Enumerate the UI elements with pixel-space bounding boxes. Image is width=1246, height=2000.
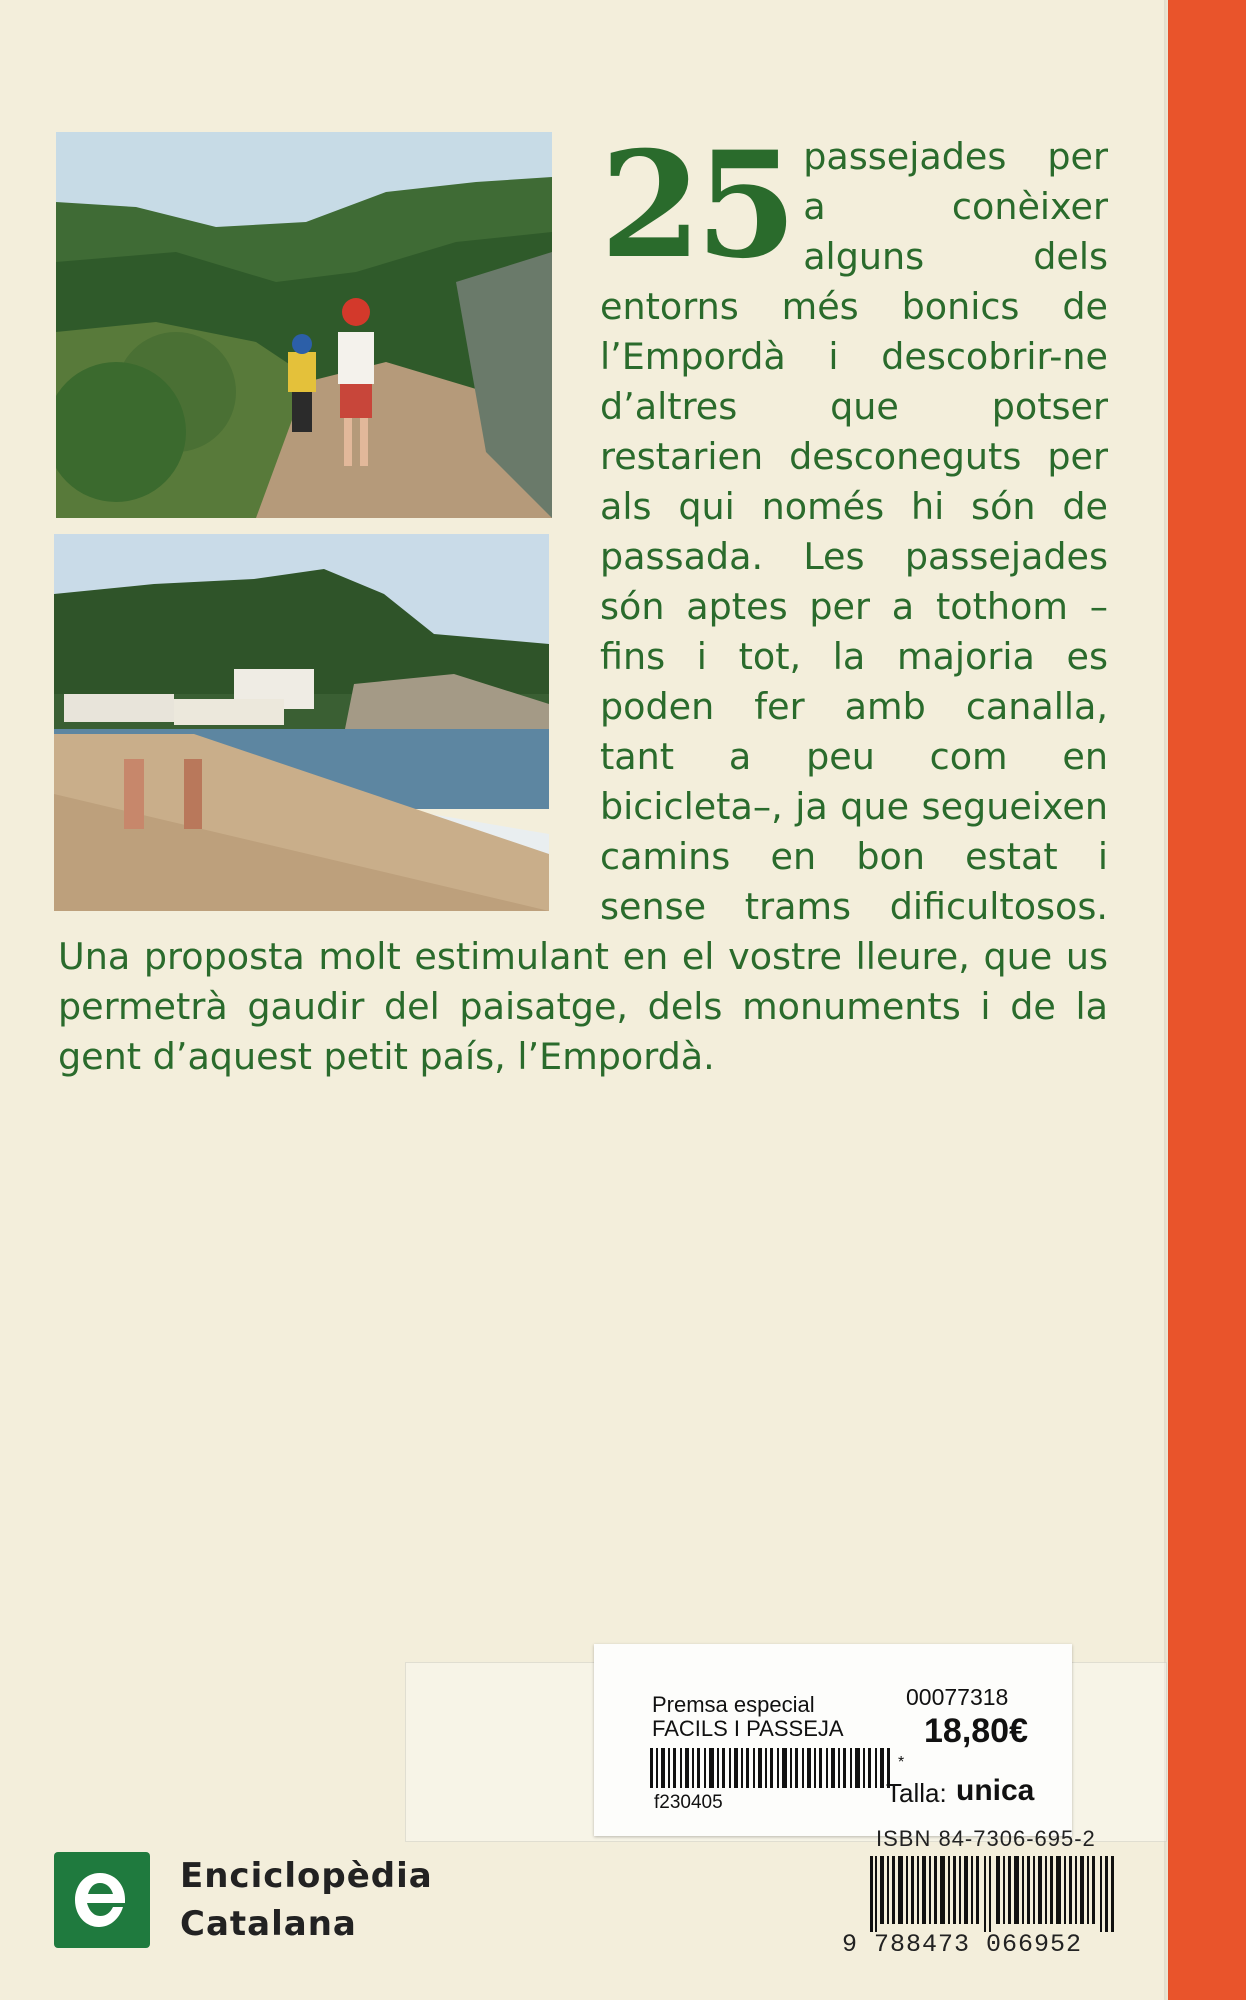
ean-barcode-icon (870, 1856, 1114, 1932)
sticker-code: 00077318 (906, 1684, 1009, 1710)
drop-number: 25 (600, 120, 792, 291)
e-logo-icon (54, 1852, 150, 1948)
photo-spacer (58, 132, 600, 932)
cover-spine (1168, 0, 1246, 2000)
sticker-size-value: unica (956, 1774, 1035, 1807)
ean-number: 9 788473 066952 (842, 1930, 1083, 1959)
sticker-star: * (898, 1754, 905, 1771)
publisher-block (54, 1852, 433, 1948)
publisher-name-line2: Catalana (180, 1904, 357, 1944)
publisher-name-line1: Enciclopèdia (180, 1856, 433, 1896)
sticker-ref: f230405 (654, 1792, 723, 1813)
isbn-label: ISBN 84-7306-695-2 (876, 1826, 1096, 1851)
sticker-line1: Premsa especial (652, 1692, 815, 1717)
sticker-size-label: Talla: (886, 1778, 947, 1808)
publisher-name (180, 1852, 433, 1948)
sticker-barcode-icon (650, 1748, 890, 1788)
sticker-price: 18,80€ (924, 1712, 1028, 1750)
price-sticker (594, 1644, 1072, 1836)
description (58, 120, 1108, 1082)
description-text: passejades per a conèixer alguns dels entorns més bonics de l’Empordà i descobrir-ne d’altres que potser restarien desconeguts per als qui només hi són de passada. Les passejades són aptes per a tothom –fins i tot, la majoria es poden fer amb canalla, tant a peu com en bicicleta–, ja que segueixen camins en bon estat i sense trams dificultosos. Una proposta molt estimulant en el vostre lleure, que us permetrà gaudir del paisatge, dels monuments i de la gent d’aquest petit país, l’Empordà. (58, 135, 1108, 1078)
sticker-line2: FACILS I PASSEJA (652, 1716, 844, 1741)
